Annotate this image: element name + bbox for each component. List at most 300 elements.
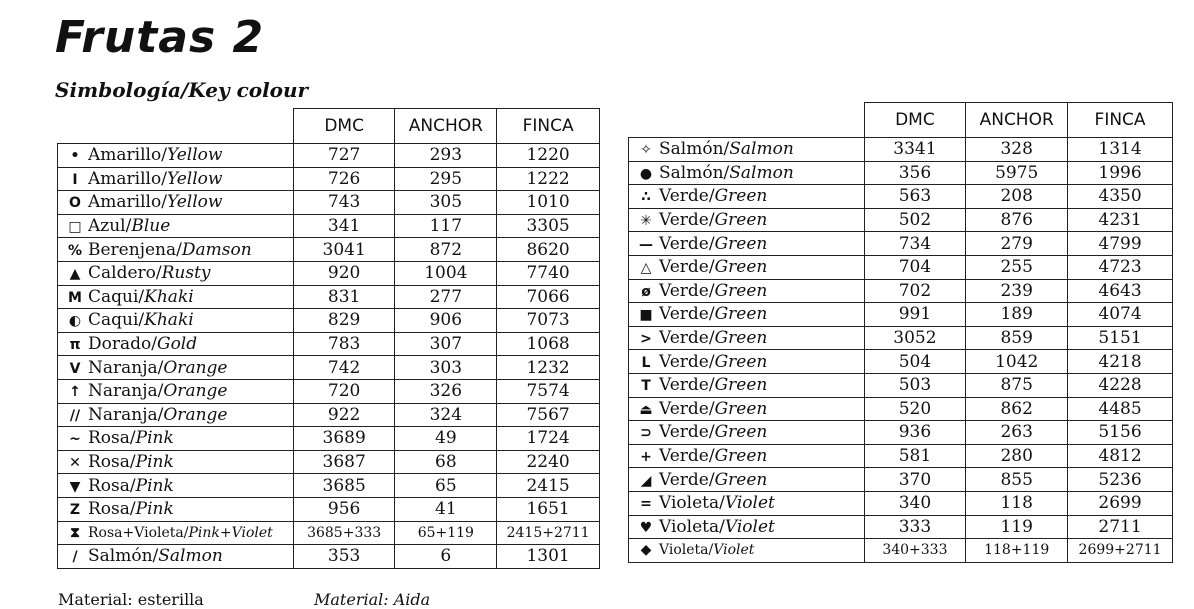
color-name-cell: % Berenjena/Damson [58,238,294,262]
color-name-en: Green [714,280,768,301]
table-row [58,521,600,545]
finca-code: 5151 [1068,326,1173,350]
table-row [629,303,1173,327]
color-name-cell: V Naranja/Orange [58,356,294,380]
color-name-es: Naranja [88,404,158,425]
table-row [58,332,600,356]
finca-code: 4074 [1068,303,1173,327]
color-name-cell: L Verde/Green [629,350,865,374]
stitch-symbol-icon: ✕ [69,455,81,472]
anchor-code: 906 [395,309,497,333]
dmc-code: 727 [293,144,395,168]
stitch-symbol-icon: L [641,354,651,371]
color-name-en: Orange [163,381,228,402]
table-row [58,238,600,262]
anchor-code: 208 [966,185,1068,209]
table-row [629,255,1173,279]
anchor-code: 263 [966,421,1068,445]
color-name-cell: Z Rosa/Pink [58,497,294,521]
color-name-cell: ● Salmón/Salmon [629,161,865,185]
finca-code: 1724 [497,427,600,451]
dmc-code: 720 [293,379,395,403]
color-name-cell: + Verde/Green [629,444,865,468]
table-row [629,138,1173,162]
color-name-es: Verde [659,375,709,396]
stitch-symbol-icon: // [69,407,81,424]
finca-code: 2415 [497,474,600,498]
stitch-symbol-icon: O [69,195,81,212]
anchor-code: 255 [966,255,1068,279]
anchor-code: 326 [395,379,497,403]
finca-code: 4812 [1068,444,1173,468]
dmc-code: 504 [864,350,966,374]
color-name-es: Violeta [659,542,709,559]
color-name-en: Violet [724,493,775,514]
header-finca: FINCA [497,109,600,144]
table-row [58,474,600,498]
dmc-code: 3685+333 [293,521,395,545]
dmc-code: 581 [864,444,966,468]
anchor-code: 280 [966,444,1068,468]
dmc-code: 356 [864,161,966,185]
color-name-cell: T Verde/Green [629,373,865,397]
color-name-es: Berenjena [88,239,177,260]
table-row [629,373,1173,397]
color-name-es: Caqui [88,310,139,331]
stitch-symbol-icon: / [72,549,78,566]
stitch-symbol-icon: Z [69,502,81,519]
color-name-en: Yellow [166,168,223,189]
dmc-code: 3341 [864,138,966,162]
stitch-symbol-icon: M [68,289,82,306]
color-name-es: Rosa [88,475,130,496]
anchor-code: 118+119 [966,539,1068,563]
color-name-es: Caldero [88,263,156,284]
color-name-es: Dorado [88,334,152,355]
color-name-en: Green [714,398,768,419]
color-name-es: Verde [659,210,709,231]
color-name-en: Green [714,375,768,396]
finca-code: 7567 [497,403,600,427]
table-row [58,191,600,215]
anchor-code: 65 [395,474,497,498]
color-name-es: Verde [659,446,709,467]
color-name-cell: ◢ Verde/Green [629,468,865,492]
stitch-symbol-icon: ▼ [69,478,81,495]
finca-code: 1068 [497,332,600,356]
dmc-code: 3689 [293,427,395,451]
anchor-code: 293 [395,144,497,168]
stitch-symbol-icon: + [640,449,652,466]
finca-code: 1651 [497,497,600,521]
dmc-code: 920 [293,261,395,285]
anchor-code: 239 [966,279,1068,303]
anchor-code: 117 [395,214,497,238]
finca-code: 2699 [1068,491,1173,515]
color-name-cell: — Verde/Green [629,232,865,256]
header-blank [58,109,294,144]
color-name-en: Violet [724,516,775,537]
color-name-en: Pink [135,452,174,473]
color-name-en: Green [714,469,768,490]
dmc-code: 333 [864,515,966,539]
color-name-es: Rosa [88,452,130,473]
table-row [58,403,600,427]
table-row [58,285,600,309]
color-name-cell: ⏏ Verde/Green [629,397,865,421]
color-name-cell: M Caqui/Khaki [58,285,294,309]
dmc-code: 831 [293,285,395,309]
color-name-es: Salmón [659,139,724,160]
table-row [58,427,600,451]
table-row [629,326,1173,350]
finca-code: 4485 [1068,397,1173,421]
dmc-code: 341 [293,214,395,238]
color-name-en: Blue [131,216,171,237]
anchor-code: 855 [966,468,1068,492]
stitch-symbol-icon: = [640,496,652,513]
anchor-code: 305 [395,191,497,215]
stitch-symbol-icon: T [641,378,651,395]
anchor-code: 41 [395,497,497,521]
color-name-en: Green [714,304,768,325]
stitch-symbol-icon: ↑ [69,384,81,401]
finca-code: 4218 [1068,350,1173,374]
color-name-cell: ~ Rosa/Pink [58,427,294,451]
header-anchor: ANCHOR [395,109,497,144]
anchor-code: 876 [966,208,1068,232]
table-row [629,515,1173,539]
anchor-code: 859 [966,326,1068,350]
dmc-code: 726 [293,167,395,191]
finca-code: 4350 [1068,185,1173,209]
color-name-es: Amarillo [88,145,162,166]
finca-code: 4799 [1068,232,1173,256]
color-name-es: Verde [659,257,709,278]
color-name-es: Amarillo [88,168,162,189]
color-name-es: Verde [659,233,709,254]
table-row [629,279,1173,303]
color-name-es: Azul [88,216,126,237]
table-row [629,444,1173,468]
color-name-es: Verde [659,328,709,349]
stitch-symbol-icon: ● [639,165,653,182]
color-name-en: Pink+Violet [188,524,273,541]
dmc-code: 742 [293,356,395,380]
header-finca: FINCA [1068,103,1173,138]
color-name-es: Verde [659,280,709,301]
color-name-cell: ■ Verde/Green [629,303,865,327]
color-name-cell: ▲ Caldero/Rusty [58,261,294,285]
stitch-symbol-icon: — [639,236,653,253]
stitch-symbol-icon: ∴ [641,189,651,206]
finca-code: 4228 [1068,373,1173,397]
stitch-symbol-icon: ⧗ [70,524,80,541]
anchor-code: 277 [395,285,497,309]
table-row [629,421,1173,445]
color-name-es: Salmón [88,546,153,567]
stitch-symbol-icon: ~ [69,431,81,448]
color-name-en: Salmon [729,162,794,183]
dmc-code: 520 [864,397,966,421]
table-row [629,208,1173,232]
stitch-symbol-icon: ⊃ [640,425,652,442]
finca-code: 4723 [1068,255,1173,279]
right-table-body [629,138,1173,563]
color-name-en: Green [714,186,768,207]
color-name-cell: ø Verde/Green [629,279,865,303]
stitch-symbol-icon: % [67,242,83,259]
table-row [629,539,1173,563]
dmc-code: 991 [864,303,966,327]
page-title: Frutas 2 [55,12,265,63]
stitch-symbol-icon: ✧ [640,142,652,159]
anchor-code: 862 [966,397,1068,421]
finca-code: 5236 [1068,468,1173,492]
color-name-en: Green [714,422,768,443]
table-row [629,161,1173,185]
finca-code: 1301 [497,545,600,569]
header-anchor: ANCHOR [966,103,1068,138]
color-name-cell: ✕ Rosa/Pink [58,450,294,474]
finca-code: 3305 [497,214,600,238]
dmc-code: 922 [293,403,395,427]
finca-code: 1996 [1068,161,1173,185]
color-name-cell: O Amarillo/Yellow [58,191,294,215]
anchor-code: 1042 [966,350,1068,374]
color-name-cell: ⊃ Verde/Green [629,421,865,445]
color-name-en: Salmon [158,546,223,567]
dmc-code: 702 [864,279,966,303]
color-name-cell: I Amarillo/Yellow [58,167,294,191]
dmc-code: 370 [864,468,966,492]
dmc-code: 3685 [293,474,395,498]
material-aida-note: Material: Aida [314,590,431,609]
table-row [629,185,1173,209]
finca-code: 7740 [497,261,600,285]
stitch-symbol-icon: ◐ [68,313,82,330]
color-name-cell: ⧗ Rosa+Violeta/Pink+Violet [58,521,294,545]
dmc-code: 3041 [293,238,395,262]
color-key-table-right [628,102,1173,563]
table-row [58,356,600,380]
dmc-code: 743 [293,191,395,215]
finca-code: 2415+2711 [497,521,600,545]
key-colour-subtitle: Simbología/Key colour [55,78,309,102]
dmc-code: 734 [864,232,966,256]
finca-code: 2711 [1068,515,1173,539]
color-name-cell: ▼ Rosa/Pink [58,474,294,498]
table-row [58,379,600,403]
color-name-es: Rosa+Violeta [88,524,184,541]
header-blank [629,103,865,138]
dmc-code: 502 [864,208,966,232]
color-name-en: Orange [163,357,228,378]
dmc-code: 956 [293,497,395,521]
color-name-en: Green [714,446,768,467]
anchor-code: 1004 [395,261,497,285]
color-name-en: Yellow [166,145,223,166]
color-name-cell: > Verde/Green [629,326,865,350]
color-name-es: Rosa [88,428,130,449]
finca-code: 1222 [497,167,600,191]
color-name-es: Rosa [88,499,130,520]
anchor-code: 119 [966,515,1068,539]
finca-code: 1232 [497,356,600,380]
color-name-cell: ✳ Verde/Green [629,208,865,232]
header-dmc: DMC [293,109,395,144]
color-name-en: Pink [135,428,174,449]
color-name-es: Violeta [659,493,720,514]
table-row [629,232,1173,256]
anchor-code: 324 [395,403,497,427]
stitch-symbol-icon: ◆ [640,542,652,559]
color-name-en: Green [714,210,768,231]
color-name-cell: = Violeta/Violet [629,491,865,515]
finca-code: 1010 [497,191,600,215]
stitch-symbol-icon: △ [640,260,652,277]
color-name-cell: • Amarillo/Yellow [58,144,294,168]
finca-code: 8620 [497,238,600,262]
color-name-cell: ◐ Caqui/Khaki [58,309,294,333]
color-name-es: Verde [659,469,709,490]
table-row [629,468,1173,492]
finca-code: 7066 [497,285,600,309]
color-name-en: Salmon [729,139,794,160]
anchor-code: 872 [395,238,497,262]
color-name-en: Damson [181,239,252,260]
color-name-en: Rusty [161,263,211,284]
color-name-en: Green [714,328,768,349]
anchor-code: 49 [395,427,497,451]
table-row [58,450,600,474]
color-name-en: Khaki [144,286,194,307]
color-name-cell: ↑ Naranja/Orange [58,379,294,403]
color-name-cell: ✧ Salmón/Salmon [629,138,865,162]
color-name-en: Pink [135,475,174,496]
stitch-symbol-icon: π [69,337,81,354]
finca-code: 4231 [1068,208,1173,232]
color-name-cell: / Salmón/Salmon [58,545,294,569]
anchor-code: 5975 [966,161,1068,185]
color-name-en: Violet [713,542,755,559]
table-row [58,214,600,238]
dmc-code: 340 [864,491,966,515]
stitch-symbol-icon: ⏏ [639,401,653,418]
color-name-en: Gold [156,334,198,355]
color-name-es: Verde [659,186,709,207]
dmc-code: 936 [864,421,966,445]
dmc-code: 704 [864,255,966,279]
color-name-en: Green [714,351,768,372]
dmc-code: 3687 [293,450,395,474]
color-name-es: Violeta [659,516,720,537]
stitch-symbol-icon: I [72,171,78,188]
anchor-code: 295 [395,167,497,191]
finca-code: 5156 [1068,421,1173,445]
table-row [58,261,600,285]
table-header-row [58,109,600,144]
table-row [629,491,1173,515]
color-name-es: Verde [659,422,709,443]
color-name-es: Verde [659,398,709,419]
color-name-cell: ∴ Verde/Green [629,185,865,209]
anchor-code: 328 [966,138,1068,162]
color-name-es: Verde [659,351,709,372]
anchor-code: 279 [966,232,1068,256]
color-name-en: Khaki [144,310,194,331]
color-name-cell: □ Azul/Blue [58,214,294,238]
color-name-en: Yellow [166,192,223,213]
color-name-en: Green [714,233,768,254]
color-name-en: Orange [163,404,228,425]
dmc-code: 563 [864,185,966,209]
color-name-es: Caqui [88,286,139,307]
color-name-es: Amarillo [88,192,162,213]
dmc-code: 340+333 [864,539,966,563]
anchor-code: 68 [395,450,497,474]
dmc-code: 3052 [864,326,966,350]
table-row [629,397,1173,421]
table-header-row [629,103,1173,138]
color-name-es: Salmón [659,162,724,183]
finca-code: 1314 [1068,138,1173,162]
color-name-en: Green [714,257,768,278]
color-key-table-left [57,108,600,569]
left-table-body [58,144,600,569]
stitch-symbol-icon: ▲ [69,266,81,283]
anchor-code: 307 [395,332,497,356]
color-name-es: Naranja [88,357,158,378]
dmc-code: 783 [293,332,395,356]
color-name-cell: ◆ Violeta/Violet [629,539,865,563]
stitch-symbol-icon: ø [641,283,651,300]
finca-code: 7073 [497,309,600,333]
color-name-cell: ♥ Violeta/Violet [629,515,865,539]
stitch-symbol-icon: • [70,148,80,165]
dmc-code: 829 [293,309,395,333]
color-name-es: Verde [659,304,709,325]
dmc-code: 503 [864,373,966,397]
finca-code: 7574 [497,379,600,403]
table-row [629,350,1173,374]
dmc-code: 353 [293,545,395,569]
anchor-code: 303 [395,356,497,380]
stitch-symbol-icon: ✳ [640,213,652,230]
anchor-code: 875 [966,373,1068,397]
finca-code: 2240 [497,450,600,474]
color-name-cell: // Naranja/Orange [58,403,294,427]
color-name-cell: π Dorado/Gold [58,332,294,356]
table-row [58,545,600,569]
table-row [58,144,600,168]
anchor-code: 65+119 [395,521,497,545]
table-row [58,167,600,191]
color-name-en: Pink [135,499,174,520]
anchor-code: 6 [395,545,497,569]
anchor-code: 189 [966,303,1068,327]
table-row [58,497,600,521]
stitch-symbol-icon: ♥ [639,519,653,536]
finca-code: 1220 [497,144,600,168]
stitch-symbol-icon: □ [68,219,82,236]
color-name-cell: △ Verde/Green [629,255,865,279]
finca-code: 4643 [1068,279,1173,303]
stitch-symbol-icon: ◢ [640,472,652,489]
color-name-es: Naranja [88,381,158,402]
table-row [58,309,600,333]
material-esterilla-note: Material: esterilla [58,590,204,609]
